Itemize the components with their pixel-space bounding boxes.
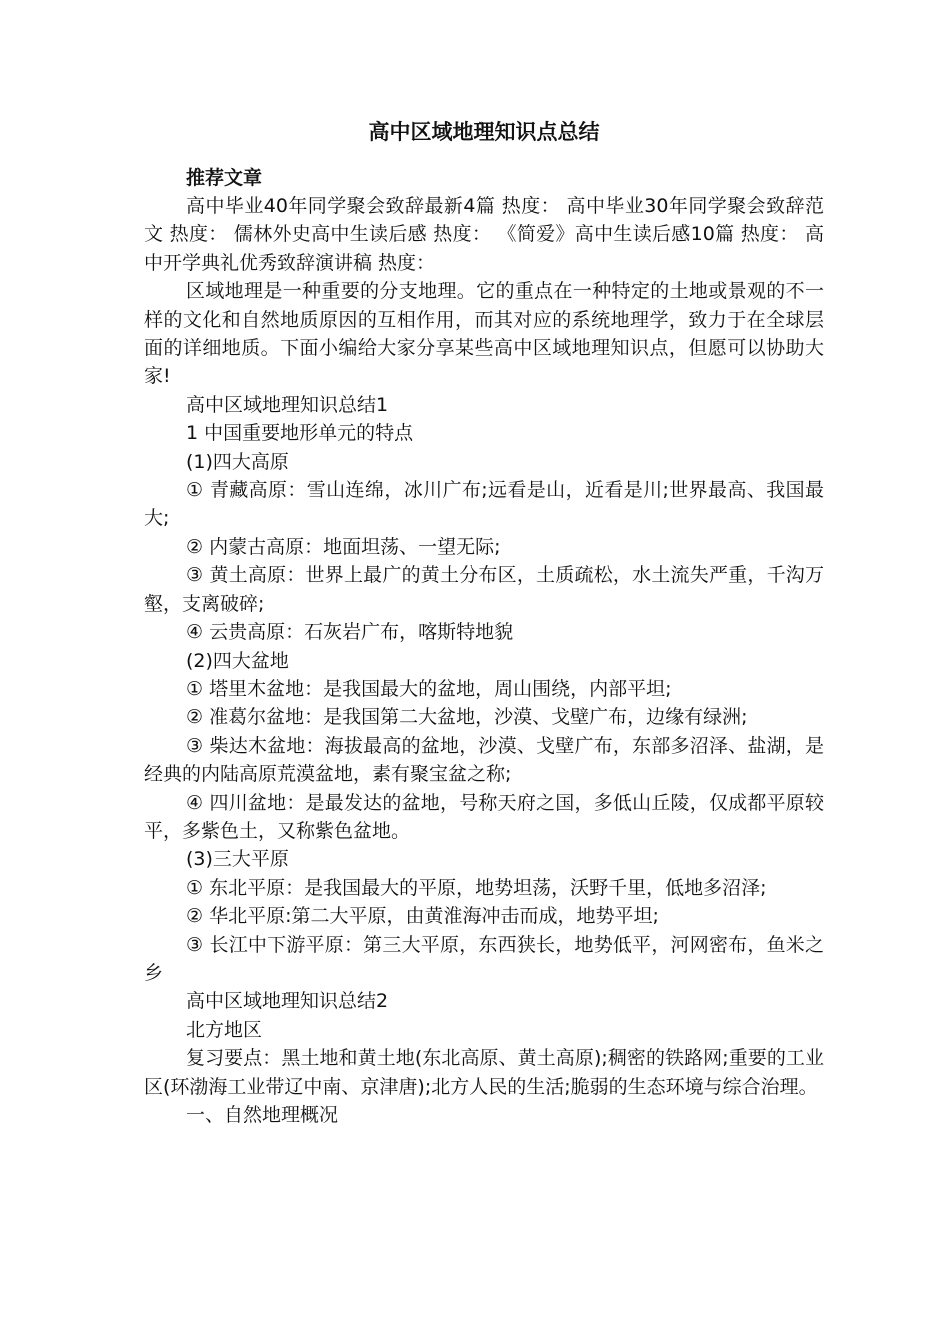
section-heading-2: 高中区域地理知识总结2 [186, 990, 389, 1013]
list-item: ④ 云贵高原：石灰岩广布，喀斯特地貌 [186, 621, 514, 644]
document-title: 高中区域地理知识点总结 [368, 120, 600, 144]
list-item: ② 华北平原:第二大平原，由黄淮海冲击而成，地势平坦; [186, 905, 659, 928]
list-item: ① 塔里木盆地：是我国最大的盆地，周山围绕，内部平坦; [186, 677, 672, 700]
review-points: 复习要点：黑土地和黄土地(东北高原、黄土高原);稠密的铁路网;重要的工业区(环渤海工业带辽中南、京津唐);北方人民的生活;脆弱的生态环境与综合治理。 [144, 1047, 824, 1098]
recommended-articles: 高中毕业40年同学聚会致辞最新4篇 热度： 高中毕业30年同学聚会致辞范文 热度： 儒林外史高中生读后感 热度： 《简爱》高中生读后感10篇 热度： 高中开学典礼优秀致辞演讲稿 热度： [144, 195, 824, 274]
list-item: ③ 柴达木盆地：海拔最高的盆地，沙漠、戈壁广布，东部多沼泽、盐湖，是经典的内陆高原荒漠盆地，素有聚宝盆之称; [144, 734, 824, 786]
list-item: ② 内蒙古高原：地面坦荡、一望无际; [186, 535, 501, 558]
section-heading-1: 高中区域地理知识总结1 [186, 393, 389, 416]
list-heading-plains: (3)三大平原 [186, 848, 289, 871]
subsection-natural-geography: 一、自然地理概况 [186, 1104, 339, 1126]
list-heading-plateaus: (1)四大高原 [186, 450, 289, 473]
recommend-heading: 推荐文章 [186, 167, 263, 189]
intro-paragraph: 区域地理是一种重要的分支地理。它的重点在一种特定的土地或景观的不一样的文化和自然地质原因的互相作用，而其对应的系统地理学，致力于在全球层面的详细地质。下面小编给大家分享某些高中区域地理知识点，但愿可以协助大家! [144, 280, 824, 388]
subsection-terrain: 1 中国重要地形单元的特点 [186, 422, 414, 445]
list-item: ② 准葛尔盆地：是我国第二大盆地，沙漠、戈壁广布，边缘有绿洲; [186, 706, 748, 729]
list-item: ④ 四川盆地：是最发达的盆地，号称天府之国，多低山丘陵，仅成都平原较平，多紫色土，又称紫色盆地。 [144, 791, 824, 842]
document-page [144, 112, 824, 1129]
list-item: ① 东北平原：是我国最大的平原，地势坦荡，沃野千里，低地多沼泽; [186, 876, 767, 899]
list-item: ③ 黄土高原：世界上最广的黄土分布区，土质疏松，水土流失严重，千沟万壑，支离破碎; [144, 564, 824, 615]
subsection-north: 北方地区 [186, 1018, 263, 1041]
list-heading-basins: (2)四大盆地 [186, 649, 289, 672]
list-item: ③ 长江中下游平原：第三大平原，东西狭长，地势低平，河网密布，鱼米之乡 [144, 933, 824, 984]
list-item: ① 青藏高原：雪山连绵，冰川广布;远看是山，近看是川;世界最高、我国最大; [144, 479, 824, 530]
